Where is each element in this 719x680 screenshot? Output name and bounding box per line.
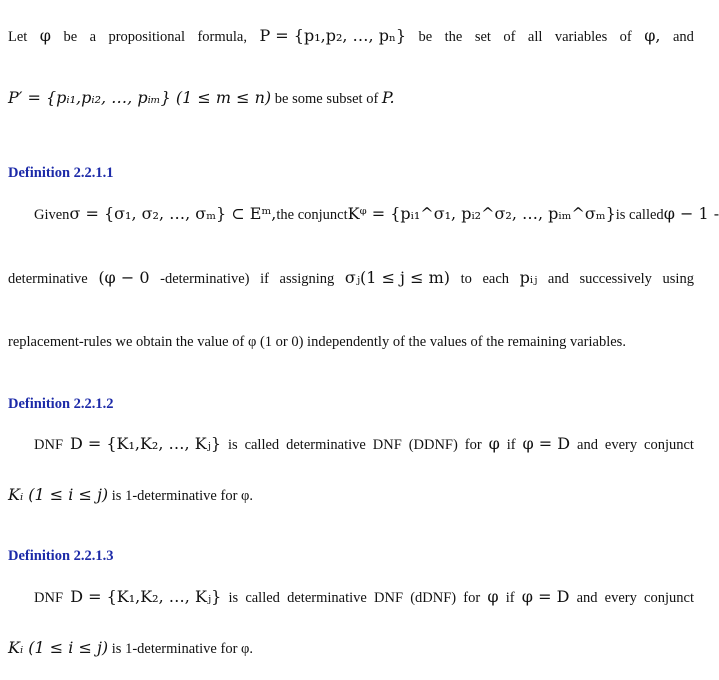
word: is [227,437,238,453]
word: of [503,29,516,45]
word: D = {K₁,K₂, …, Kⱼ} [70,587,222,606]
word: successively [579,271,652,287]
given-word: Given [34,207,70,223]
word: (dDNF) [410,590,457,606]
word: D = {K₁,K₂, …, Kⱼ} [69,434,222,453]
def3-tail: is 1-determinative for φ. [111,641,254,657]
word: variables [554,29,608,45]
word: DNF [372,437,402,453]
sigma-formula: σ = {σ₁, σ₂, …, σₘ} ⊂ Eᵐ, [69,204,277,223]
word: σⱼ(1 ≤ j ≤ m) [344,268,451,287]
word: determinative [287,590,367,606]
def3-line-2 [8,640,694,657]
word: every [604,437,638,453]
word: determinative [286,437,366,453]
word: DNF [34,590,64,606]
word: (DDNF) [408,437,458,453]
word: determinative [8,271,88,287]
def3-range: Kᵢ (1 ≤ i ≤ j) [8,638,109,657]
word: for [463,590,481,606]
word: φ = D [522,434,571,453]
word: φ, [644,26,661,45]
word: and [576,590,598,606]
word: conjunct [644,590,694,606]
word: assigning [279,271,335,287]
called-word: is called [615,207,664,223]
word: of [619,29,632,45]
def2-line-2 [8,487,694,504]
def1-line-3: replacement-rules we obtain the value of φ (1 or 0) independently of the values of the remaining variables. [8,334,626,350]
word: conjunct [644,437,694,453]
word: Let [8,29,28,45]
intro-line-2 [8,90,694,107]
word: propositional [108,29,185,45]
def1-line-2 [8,270,694,287]
def2-line-1 [34,436,694,453]
word: formula, [197,29,247,45]
word: a [89,29,97,45]
word: and [547,271,569,287]
word: φ [39,26,51,45]
word: and [672,29,694,45]
word: set [474,29,491,45]
definition-heading-2: Definition 2.2.1.2 [8,396,114,412]
def1-line-1 [34,204,719,223]
word: if [506,437,516,453]
word: be [63,29,78,45]
word: and [577,437,598,453]
conjunct-formula: Kᵠ = {pᵢ₁^σ₁, pᵢ₂^σ₂, …, pᵢₘ^σₘ} [347,204,616,223]
word: called [244,437,280,453]
definition-heading-1: Definition 2.2.1.1 [8,165,114,181]
conjunct-word: the conjunct [276,207,348,223]
word: each [482,271,510,287]
word: DNF [374,590,404,606]
word: to [460,271,472,287]
word: using [662,271,694,287]
subset-text: be some subset of [274,91,379,107]
word: -determinative) [160,271,250,287]
word: φ [488,434,500,453]
word: φ = D [521,587,570,606]
def2-tail: is 1-determinative for φ. [111,488,254,504]
word: P = {p₁,p₂, …, pₙ} [259,26,407,45]
word: called [245,590,280,606]
definition-heading-3: Definition 2.2.1.3 [8,548,114,564]
subset-end: P. [381,88,395,107]
word: φ [487,587,499,606]
def2-range: Kᵢ (1 ≤ i ≤ j) [8,485,109,504]
word: all [527,29,543,45]
word: pᵢⱼ [519,268,538,287]
word: be [418,29,433,45]
word: if [505,590,515,606]
phi-1-formula: φ − 1 - [663,204,719,223]
subset-formula: P′ = {pᵢ₁,pᵢ₂, …, pᵢₘ} (1 ≤ m ≤ n) [8,88,272,107]
word: is [228,590,239,606]
def3-line-1 [34,589,694,606]
word: for [464,437,482,453]
word: every [604,590,637,606]
word: (φ − 0 [98,268,150,287]
word: if [260,271,269,287]
word: DNF [34,437,64,453]
intro-line-1 [8,28,694,45]
word: the [444,29,463,45]
